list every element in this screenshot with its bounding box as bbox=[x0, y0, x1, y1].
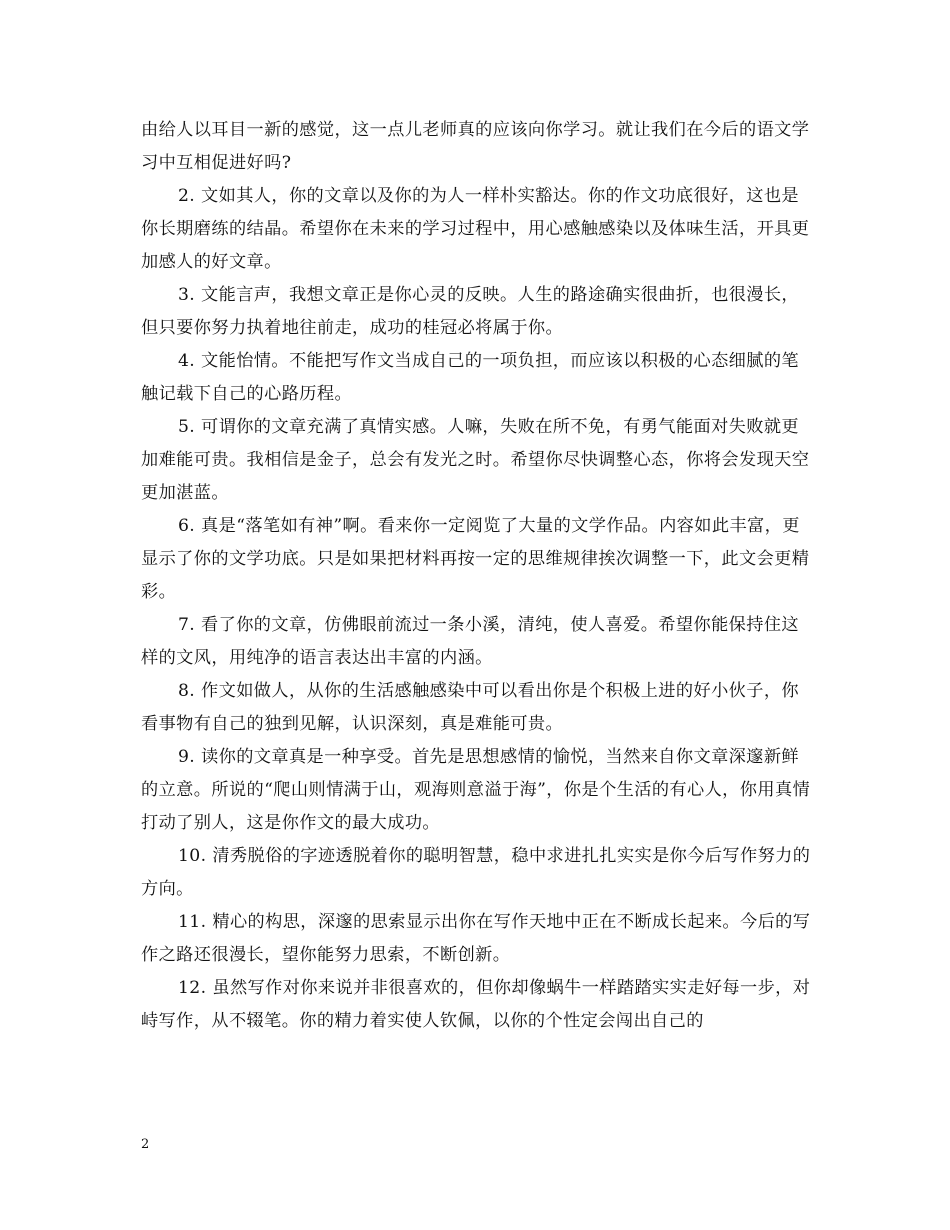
comment-item-7: 7. 看了你的文章，仿佛眼前流过一条小溪，清纯，使人喜爱。希望你能保持住这样的文风，用纯净的语言表达出丰富的内涵。 bbox=[141, 615, 800, 668]
continuation-paragraph: 由给人以耳目一新的感觉，这一点儿老师真的应该向你学习。就让我们在今后的语文学习中互相促进好吗? bbox=[141, 120, 810, 173]
comment-item-2: 2. 文如其人，你的文章以及你的为人一样朴实豁达。你的作文功底很好，这也是你长期磨练的结晶。希望你在未来的学习过程中，用心感触感染以及体味生活，开具更加感人的好文章。 bbox=[141, 186, 810, 272]
comment-item-9: 9. 读你的文章真是一种享受。首先是思想感情的愉悦，当然来自你文章深邃新鲜的立意。所说的“爬山则情满于山，观海则意溢于海”，你是个生活的有心人，你用真情打动了别人，这是你作文的最大成功。 bbox=[141, 747, 811, 833]
comment-item-5: 5. 可谓你的文章充满了真情实感。人嘛，失败在所不免，有勇气能面对失败就更加难能可贵。我相信是金子，总会有发光之时。希望你尽快调整心态，你将会发现天空更加湛蓝。 bbox=[141, 417, 810, 503]
comment-item-11: 11. 精心的构思，深邃的思索显示出你在写作天地中正在不断成长起来。今后的写作之路还很漫长，望你能努力思索，不断创新。 bbox=[141, 912, 811, 965]
comment-item-6: 6. 真是“落笔如有神”啊。看来你一定阅览了大量的文学作品。内容如此丰富，更显示了你的文学功底。只是如果把材料再按一定的思维规律挨次调整一下，此文会更精彩。 bbox=[141, 516, 810, 602]
comment-item-12: 12. 虽然写作对你来说并非很喜欢的，但你却像蜗牛一样踏踏实实走好每一步，对峙写作，从不辍笔。你的精力着实使人钦佩，以你的个性定会闯出自己的 bbox=[141, 978, 811, 1031]
comment-item-8: 8. 作文如做人，从你的生活感触感染中可以看出你是个积极上进的好小伙子，你看事物有自己的独到见解，认识深刻，真是难能可贵。 bbox=[141, 681, 800, 734]
comment-item-3: 3. 文能言声，我想文章正是你心灵的反映。人生的路途确实很曲折，也很漫长，但只要你努力执着地往前走，成功的桂冠必将属于你。 bbox=[141, 285, 800, 338]
page-number: 2 bbox=[141, 1137, 150, 1152]
comment-item-4: 4. 文能怡情。不能把写作文当成自己的一项负担，而应该以积极的心态细腻的笔触记载下自己的心路历程。 bbox=[141, 351, 800, 404]
comment-item-10: 10. 清秀脱俗的字迹透脱着你的聪明智慧，稳中求进扎扎实实是你今后写作努力的方向。 bbox=[141, 846, 811, 899]
document-body bbox=[141, 114, 811, 1038]
